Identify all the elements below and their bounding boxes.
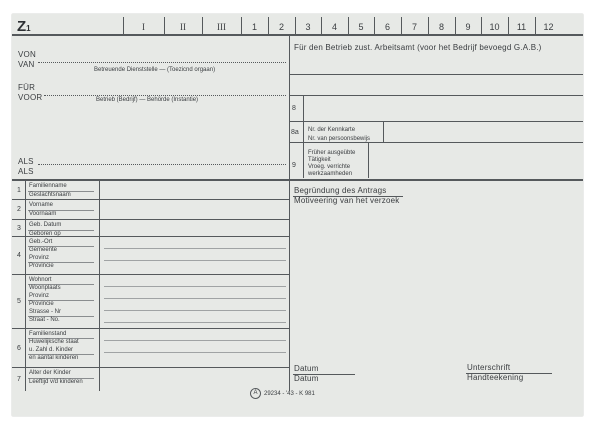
from-label-de: VON [18, 50, 36, 59]
reason-text-area[interactable] [304, 210, 572, 350]
row-entry-field[interactable] [101, 181, 287, 198]
header-column-1: I [142, 22, 145, 32]
row-number: 4 [17, 252, 21, 259]
header-divider [481, 17, 482, 34]
row-9-divider [368, 143, 369, 178]
row-label: u. Zahl d. Kinder [29, 347, 74, 353]
header-column-14: 11 [516, 22, 527, 32]
office-rule-2 [290, 95, 583, 96]
row-number: 6 [17, 344, 21, 352]
rows-label-divider [99, 180, 100, 391]
header-column-4: 1 [251, 22, 257, 32]
right-section-rule [290, 179, 583, 181]
right-num-divider [303, 95, 304, 178]
row-8-number: 8 [292, 105, 296, 112]
header-divider [295, 17, 296, 34]
for-label-de: FÜR [18, 83, 36, 92]
header-divider [428, 17, 429, 34]
row-number: 5 [17, 298, 21, 305]
row-8a-number: 8a [291, 129, 299, 136]
header-column-9: 6 [384, 22, 390, 32]
prev-job-label-4: werkzaamheden [308, 171, 353, 177]
header-column-5: 2 [278, 22, 284, 32]
as-label-de: ALS [18, 157, 34, 166]
row-label: Leeftijd v/d kinderen [29, 379, 83, 385]
row-label: Provincie [29, 301, 54, 307]
reason-label-nl: Motiveering van het verzoek [294, 196, 400, 205]
row-entry-field[interactable] [101, 237, 287, 273]
row-guide-line [104, 322, 286, 323]
from-caption: Betreuende Dienststelle — (Toezicnd orgaan) [94, 67, 216, 73]
header-divider [455, 17, 456, 34]
row-label: Provinz [29, 255, 50, 261]
print-code: 29234 - '43 - K 981 [264, 391, 315, 397]
header-column-15: 12 [543, 22, 554, 32]
header-divider [202, 17, 203, 34]
header-column-6: 3 [305, 22, 311, 32]
for-caption: Betrieb (Bedrijf) — Behörde (Instantie) [96, 97, 199, 103]
row-label: Strasse - Nr [29, 309, 62, 315]
prev-job-label-1: Früher ausgeübte [308, 150, 356, 156]
header-divider [508, 17, 509, 34]
row-9-number: 9 [292, 162, 296, 169]
row-label: Geslachtsnaam [29, 192, 71, 198]
header-bottom-rule [12, 34, 583, 36]
row-guide-line [104, 310, 286, 311]
row-guide-line [104, 260, 286, 261]
prev-job-label-3: Vroeg. verrichte [308, 164, 351, 170]
row-entry-field[interactable] [101, 200, 287, 218]
stamp-icon: A [250, 388, 261, 399]
for-label-nl: VOOR [18, 93, 43, 102]
date-label-nl: Datum [294, 374, 319, 383]
header-divider [535, 17, 536, 34]
from-label-nl: VAN [18, 60, 35, 69]
header-divider [164, 17, 165, 34]
row-guide-line [104, 340, 286, 341]
row-number: 1 [17, 186, 21, 194]
header-divider [268, 17, 269, 34]
row-label: Provincie [29, 263, 54, 269]
row-label: en aantal kinderen [29, 355, 79, 361]
row-label: Familienname [29, 183, 67, 189]
row-label: Straat - No. [29, 317, 60, 323]
signature-label-de: Unterschrift [467, 363, 511, 372]
prev-job-label-2: Tätigkeit [308, 157, 331, 163]
form-code: Z1 [17, 18, 31, 35]
row-label: Alter der Kinder [29, 370, 71, 376]
row-label: Vorname [29, 202, 54, 208]
date-label-de: Datum [294, 364, 319, 373]
row-entry-field[interactable] [101, 329, 287, 366]
row-entry-field[interactable] [101, 368, 287, 390]
row-label: Provinz [29, 293, 50, 299]
header-divider [123, 17, 124, 34]
id-card-label-nl: Nr. van persoonsbewijs [308, 136, 371, 142]
row-guide-line [104, 286, 286, 287]
row-8-rule [290, 121, 583, 122]
row-number: 2 [17, 206, 21, 213]
reason-label-de: Begründung des Antrags [294, 186, 387, 195]
header-column-10: 7 [411, 22, 417, 32]
header-column-11: 8 [438, 22, 444, 32]
header-column-2: II [180, 22, 186, 32]
row-guide-line [104, 248, 286, 249]
office-rule-1 [290, 74, 583, 75]
row-label: Gemeente [29, 247, 58, 253]
header-divider [348, 17, 349, 34]
row-label: Wohnort [29, 277, 52, 283]
header-column-12: 9 [465, 22, 471, 32]
row-label: Voornaam [29, 211, 57, 217]
row-number: 3 [17, 224, 21, 232]
row-label: Huwelijksche staat [29, 339, 79, 345]
row-8a-rule [290, 142, 583, 143]
id-card-label-de: Nr. der Kennkarte [308, 127, 356, 133]
header-divider [374, 17, 375, 34]
header-column-7: 4 [331, 22, 337, 32]
row-label: Geb.-Ort [29, 239, 53, 245]
as-entry-line[interactable] [38, 164, 286, 165]
from-entry-line[interactable] [38, 62, 286, 63]
as-label-nl: ALS [18, 167, 34, 176]
header-divider [321, 17, 322, 34]
for-entry-line[interactable] [44, 95, 286, 96]
row-entry-field[interactable] [101, 275, 287, 327]
header-column-13: 10 [489, 22, 500, 32]
form-card [12, 14, 583, 416]
row-label: Geboren op [29, 231, 61, 237]
rows-num-divider [25, 180, 26, 391]
row-label: Geb. Datum [29, 222, 62, 228]
header-column-3: III [217, 22, 226, 32]
row-label: Familienstand [29, 331, 67, 337]
center-divider [289, 35, 290, 391]
office-label: Für den Betrieb zust. Arbeitsamt (voor het Bedrijf bevoegd G.A.B.) [294, 43, 542, 52]
row-number: 7 [17, 376, 21, 383]
row-8a-divider [383, 122, 384, 142]
row-label: Woonplaats [29, 285, 61, 291]
header-divider [401, 17, 402, 34]
header-divider [241, 17, 242, 34]
row-guide-line [104, 298, 286, 299]
row-entry-field[interactable] [101, 220, 287, 235]
header-column-8: 5 [358, 22, 364, 32]
signature-label-nl: Handteekening [467, 373, 524, 382]
row-guide-line [104, 352, 286, 353]
